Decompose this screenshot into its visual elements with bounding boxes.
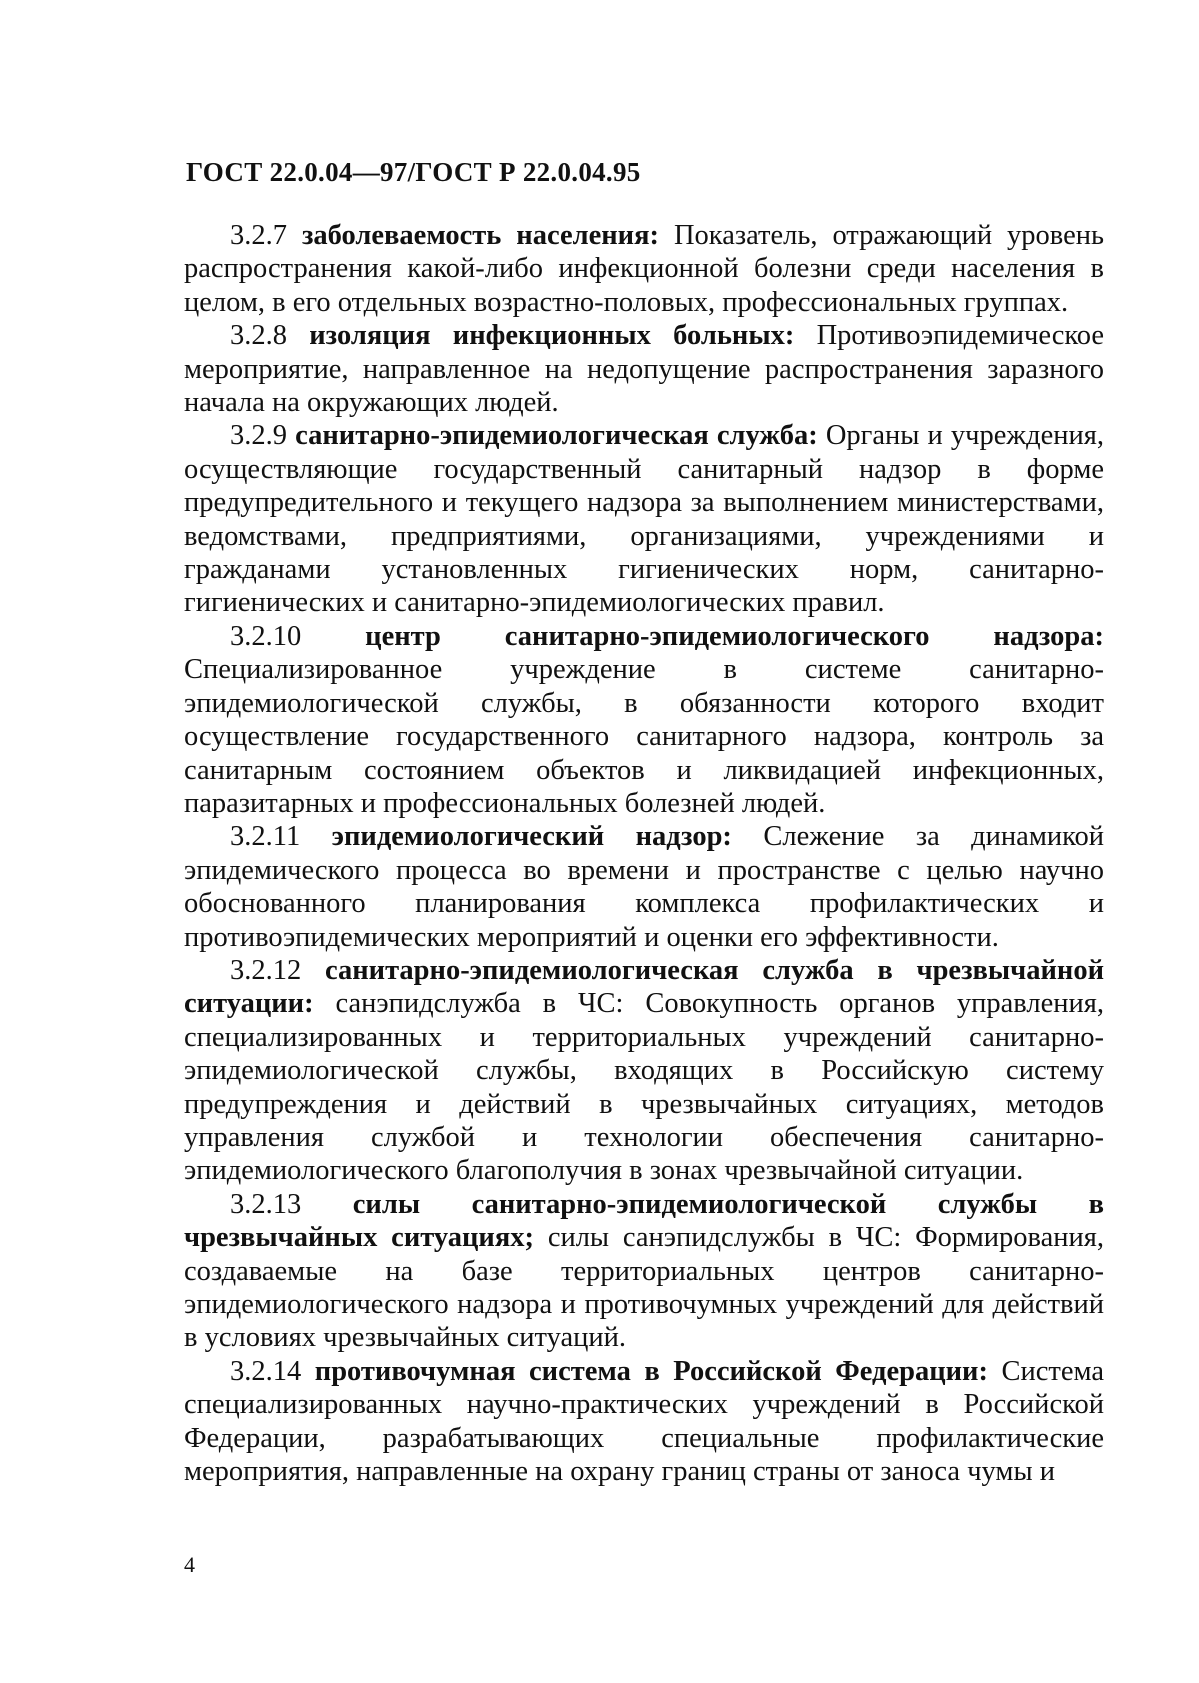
term: силы санитарно-эпидемиологической службы в чрезвычайных ситуациях; <box>184 1188 1104 1254</box>
paragraph-3-2-12 <box>184 954 1104 1188</box>
term: противочумная система в Российской Федерации: <box>314 1355 988 1387</box>
definition: Слежение за динамикой эпидемического процесса во времени и пространстве с целью научно обоснованного планирования комплекса профилактических и противоэпидемических мероприятий и оценки его эффективности. <box>184 821 1105 953</box>
paragraph-3-2-14 <box>184 1355 1104 1489</box>
clause-number: 3.2.10 <box>230 620 302 652</box>
definition: санэпидслужба в ЧС: Совокупность органов управления, специализированных и территориальных учреждений санитарно-эпидемиологической службы, входящих в Российскую систему предупреждения и действий в чрезвычайных ситуациях, методов управления службой и технологии обеспечения санитарно-эпидемиологического благополучия в зонах чрезвычайной ситуации. <box>184 988 1104 1187</box>
term: изоляция инфекционных больных: <box>309 320 795 352</box>
definition: Показатель, отражающий уровень распространения какой-либо инфекционной болезни среди населения в целом, в его отдельных возрастно-половых, профессиональных группах. <box>184 220 1104 318</box>
page-number: 4 <box>184 1552 195 1577</box>
definition: силы санэпидслужбы в ЧС: Формирования, создаваемые на базе территориальных центров санитарно-эпидемиологического надзора и противочумных учреждений для действий в условиях чрезвычайных ситуаций. <box>184 1222 1104 1354</box>
definition: Противоэпидемическое мероприятие, направленное на недопущение распространения заразного начала на окружающих людей. <box>184 320 1105 419</box>
term: центр санитарно-эпидемиологического надзора: <box>365 620 1104 652</box>
definition: Специализированное учреждение в системе санитарно-эпидемиологической службы, в обязанности которого входит осуществление государственного санитарного надзора, контроль за санитарным состоянием объектов и ликвидацией инфекционных, паразитарных и профессиональных болезней людей. <box>184 654 1104 819</box>
clause-number: 3.2.14 <box>230 1355 302 1387</box>
document-header: ГОСТ 22.0.04—97/ГОСТ Р 22.0.04.95 <box>186 157 641 187</box>
paragraph-3-2-13 <box>184 1188 1104 1355</box>
term: санитарно-эпидемиологическая служба в чрезвычайной ситуации: <box>184 954 1104 1020</box>
paragraph-3-2-7 <box>184 219 1104 319</box>
clause-number: 3.2.8 <box>230 320 287 352</box>
document-body <box>184 219 1104 1488</box>
clause-number: 3.2.13 <box>230 1188 302 1220</box>
term: эпидемиологический надзор: <box>331 821 732 853</box>
definition: Система специализированных научно-практических учреждений в Российской Федерации, разрабатывающих специальные профилактические мероприятия, направленные на охрану границ страны от заноса чумы и <box>184 1355 1105 1488</box>
definition: Органы и учреждения, осуществляющие государственный санитарный надзор в форме предупредительного и текущего надзора за выполнением министерствами, ведомствами, предприятиями, организациями, учреждениями и гражданами установленных гигиенических норм, санитарно-гигиенических и санитарно-эпидемиологических правил. <box>184 420 1104 619</box>
paragraph-3-2-8 <box>184 319 1104 419</box>
clause-number: 3.2.11 <box>230 821 301 853</box>
clause-number: 3.2.7 <box>230 220 287 251</box>
clause-number: 3.2.12 <box>230 954 302 986</box>
clause-number: 3.2.9 <box>230 420 287 452</box>
term: санитарно-эпидемиологическая служба: <box>295 420 818 452</box>
paragraph-3-2-9 <box>184 419 1104 619</box>
paragraph-3-2-10 <box>184 620 1104 820</box>
paragraph-3-2-11 <box>184 820 1104 954</box>
term: заболеваемость населения: <box>301 220 660 251</box>
